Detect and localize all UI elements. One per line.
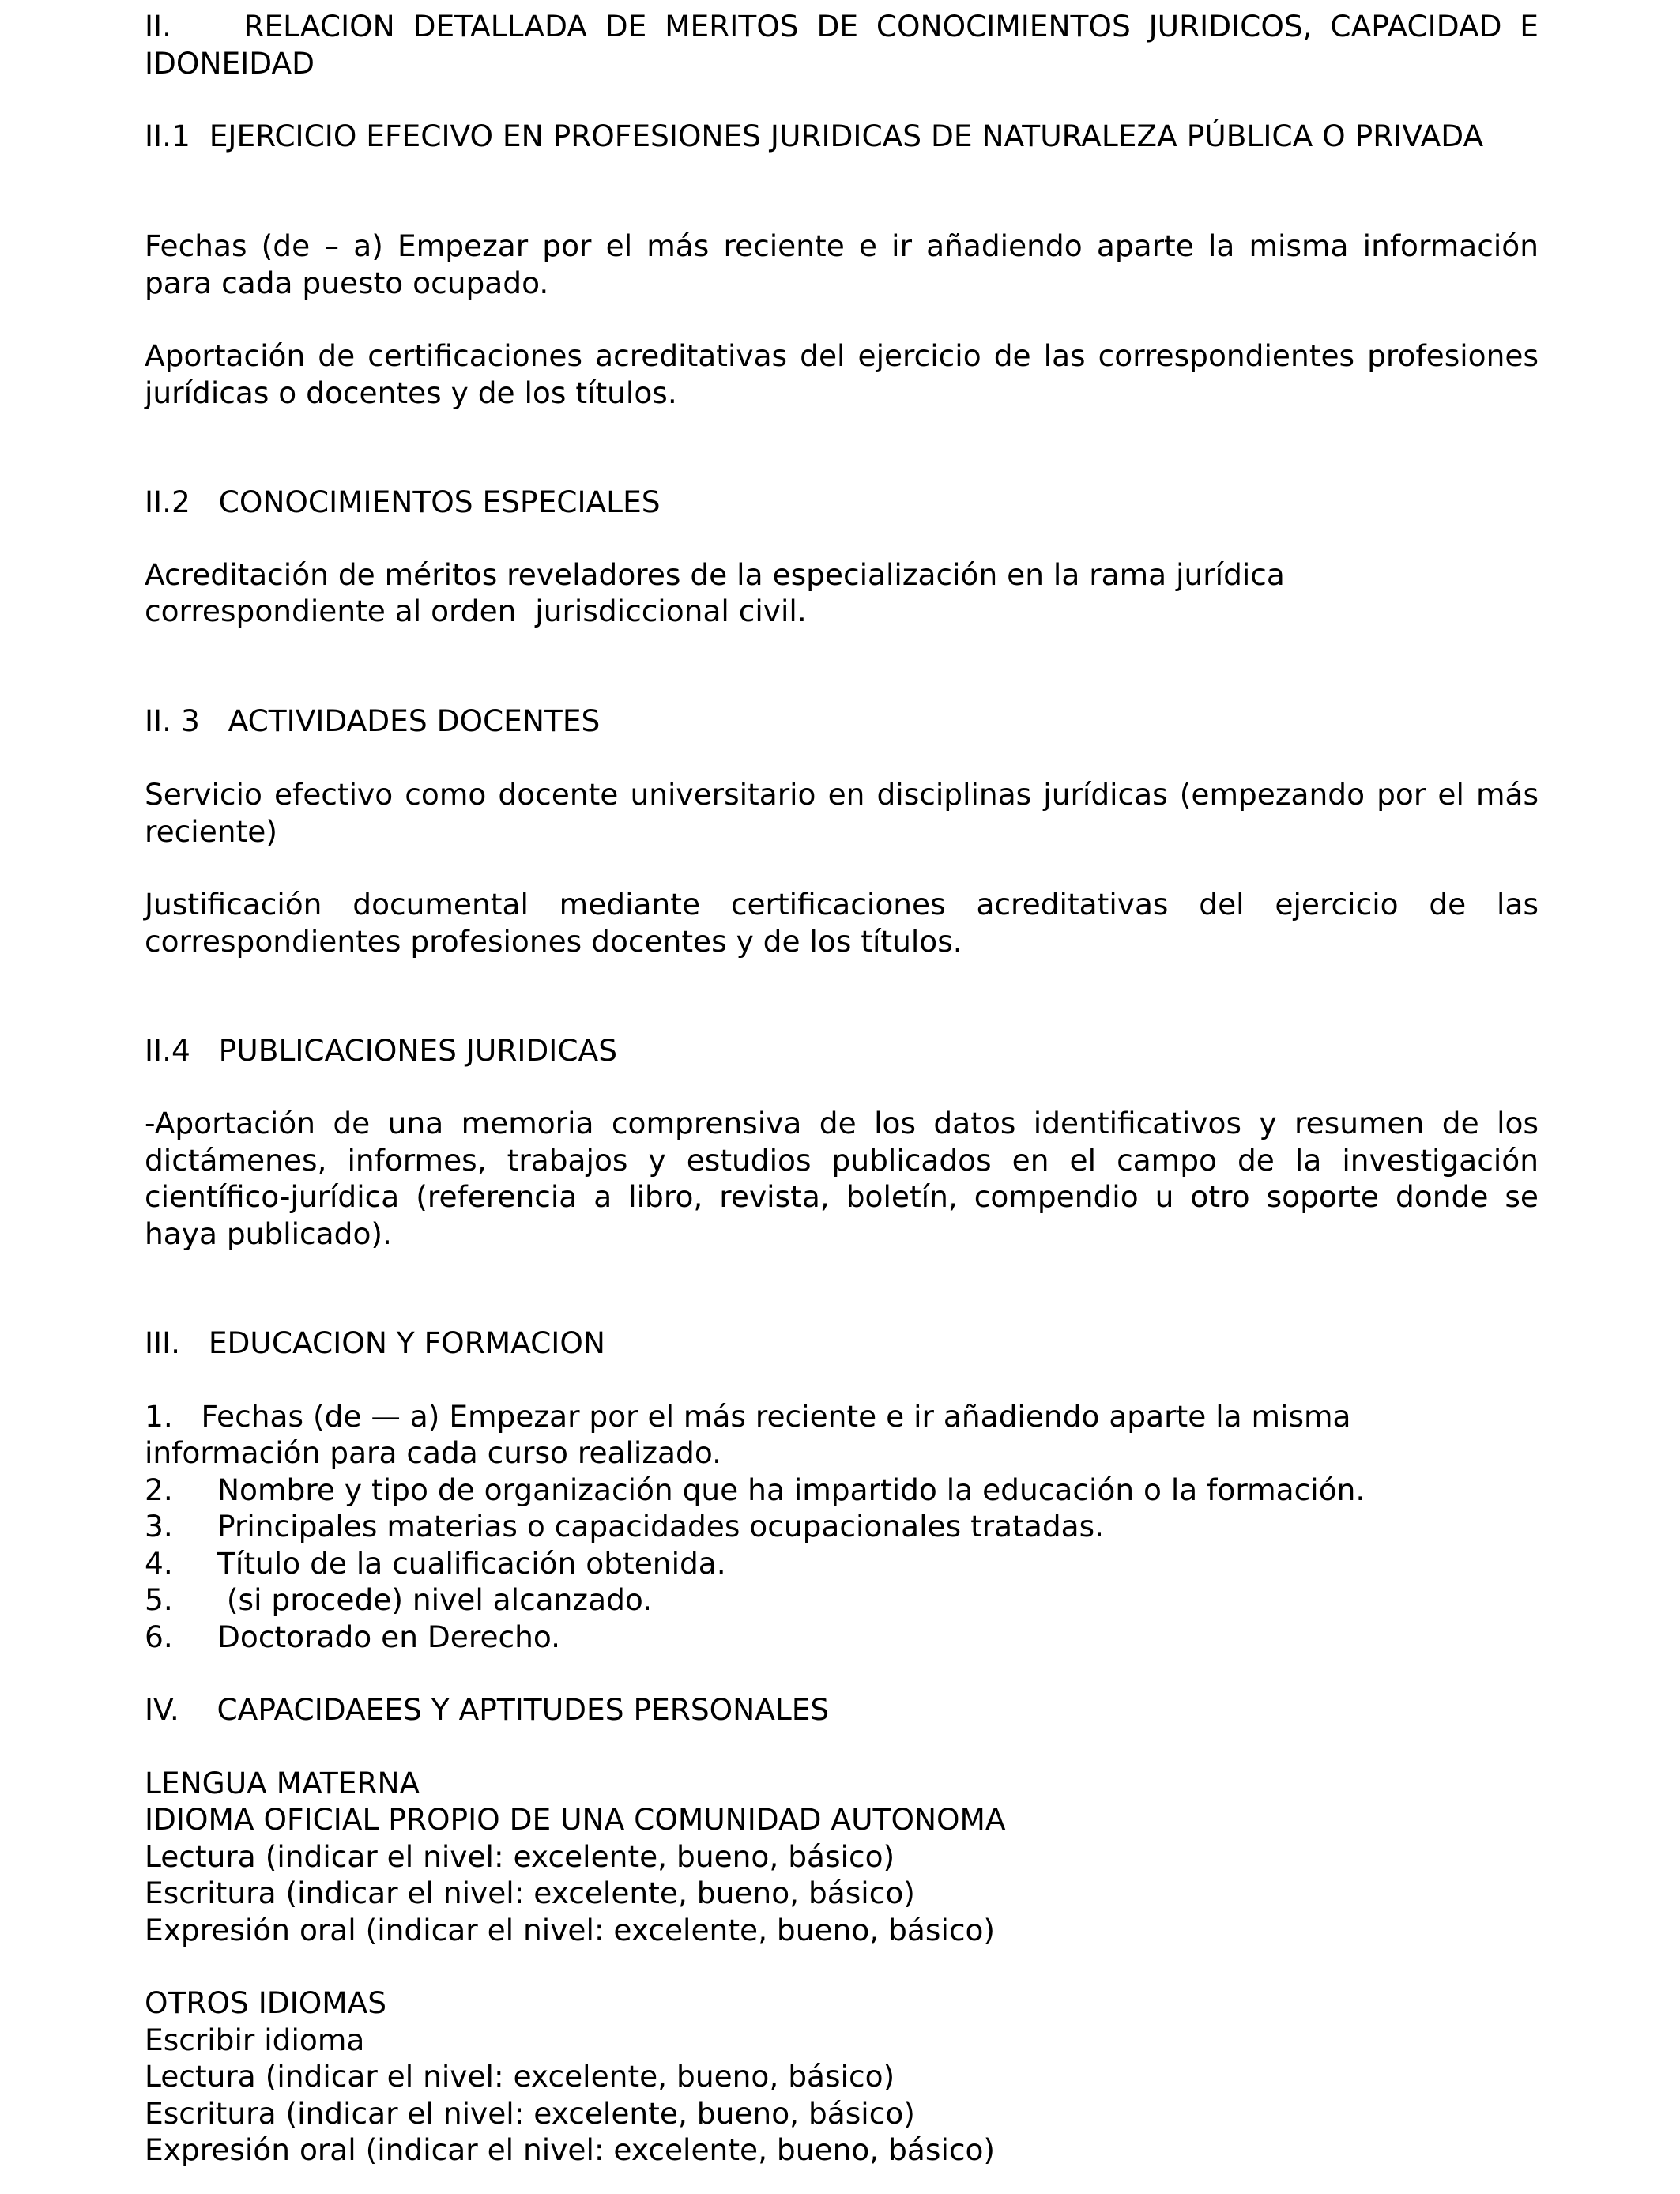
section-2-1-title: II.1 EJERCICIO EFECIVO EN PROFESIONES JURIDICAS DE NATURALEZA PÚBLICA O PRIVADA (145, 119, 1484, 153)
item-number: 2. (145, 1472, 173, 1507)
item-number: 6. (145, 1619, 173, 1654)
item-text: Título de la cualificación obtenida. (217, 1546, 726, 1581)
section-2-4-title: II.4 PUBLICACIONES JURIDICAS (145, 1033, 618, 1068)
item-number: 5. (145, 1582, 173, 1617)
section-3-title: III. EDUCACION Y FORMACION (145, 1325, 605, 1360)
idioma-oficial-heading: IDIOMA OFICIAL PROPIO DE UNA COMUNIDAD AUTONOMA (145, 1802, 1006, 1837)
section-3-item (145, 1545, 726, 1582)
section-2-1-paragraph-1: Fechas (de – a) Empezar por el más reciente e ir añadiendo aparte la misma información para cada puesto ocupado. (145, 228, 1548, 300)
section-3-item (145, 1508, 1104, 1545)
section-2-2-paragraph-line-1: Acreditación de méritos reveladores de la especialización en la rama jurídica (145, 557, 1285, 592)
lectura-line: Lectura (indicar el nivel: excelente, bueno, básico) (145, 2059, 895, 2094)
section-2-2-title: II.2 CONOCIMIENTOS ESPECIALES (145, 484, 661, 519)
section-2-3-paragraph-2: Justificación documental mediante certificaciones acreditativas del ejercicio de las correspondientes profesiones docentes y de los títulos. (145, 887, 1548, 959)
section-4-title: IV. CAPACIDAEES Y APTITUDES PERSONALES (145, 1692, 830, 1727)
section-2-title: II. RELACION DETALLADA DE MERITOS DE CONOCIMIENTOS JURIDICOS, CAPACIDAD E IDONEIDAD (145, 9, 1548, 81)
section-2-2-paragraph-line-2: correspondiente al orden jurisdiccional civil. (145, 594, 807, 628)
item-text: (si procede) nivel alcanzado. (217, 1582, 653, 1617)
section-3-item-1-line-1: 1. Fechas (de — a) Empezar por el más reciente e ir añadiendo aparte la misma (145, 1399, 1351, 1434)
section-2-4-paragraph-1: -Aportación de una memoria comprensiva de los datos identificativos y resumen de los dictámenes, informes, trabajos y estudios publicados en el campo de la investigación científico-jurídica (referencia a libro, revista, boletín, compendio u otro soporte donde se haya publicado). (145, 1106, 1548, 1251)
item-text: Principales materias o capacidades ocupacionales tratadas. (217, 1509, 1105, 1544)
lectura-line: Lectura (indicar el nivel: excelente, bueno, básico) (145, 1839, 895, 1874)
expresion-oral-line: Expresión oral (indicar el nivel: excelente, bueno, básico) (145, 1913, 996, 1947)
escritura-line: Escritura (indicar el nivel: excelente, bueno, básico) (145, 1875, 915, 1910)
escribir-idioma-line: Escribir idioma (145, 2022, 365, 2057)
section-3-item (145, 1619, 560, 1656)
escritura-line: Escritura (indicar el nivel: excelente, bueno, básico) (145, 2096, 915, 2131)
item-text: Doctorado en Derecho. (217, 1619, 561, 1654)
expresion-oral-line: Expresión oral (indicar el nivel: excelente, bueno, básico) (145, 2132, 996, 2167)
item-number: 4. (145, 1546, 173, 1581)
section-3-item-1-line-2: información para cada curso realizado. (145, 1435, 722, 1470)
item-number: 3. (145, 1509, 173, 1544)
section-2-1-paragraph-2: Aportación de certificaciones acreditativas del ejercicio de las correspondientes profesiones jurídicas o docentes y de los títulos. (145, 338, 1548, 410)
section-2-3-title: II. 3 ACTIVIDADES DOCENTES (145, 703, 601, 738)
section-3-item (145, 1472, 1365, 1509)
section-2-3-paragraph-1: Servicio efectivo como docente universitario en disciplinas jurídicas (empezando por el más reciente) (145, 777, 1548, 849)
otros-idiomas-heading: OTROS IDIOMAS (145, 1985, 387, 2020)
item-text: Nombre y tipo de organización que ha impartido la educación o la formación. (217, 1472, 1365, 1507)
section-3-item (145, 1581, 652, 1619)
lengua-materna-heading: LENGUA MATERNA (145, 1766, 420, 1800)
